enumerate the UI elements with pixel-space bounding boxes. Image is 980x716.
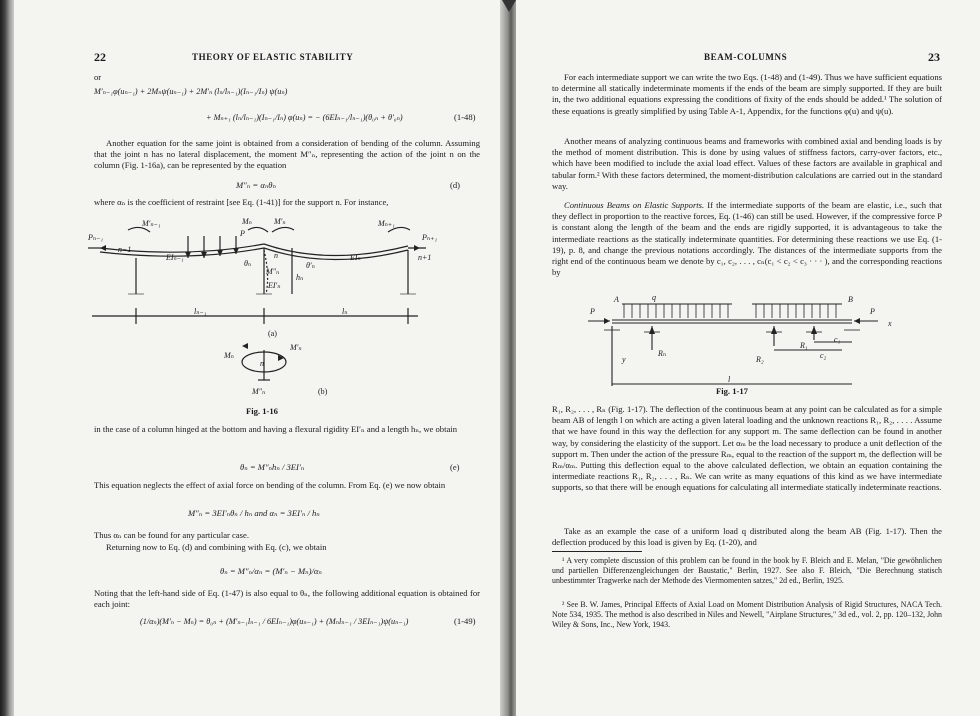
equation-1-49-number: (1-49) [454, 616, 476, 626]
label-l-n: lₙ [342, 307, 348, 316]
paragraph-column-bending: Another equation for the same joint is obtained from a consideration of bending of the column. Assuming that the joint n has no lateral displacement, the moment M″ₙ, representing the action of the joint n on the column (Fig. 1-16a), can be represented by the equation [94, 138, 480, 171]
label-l-n-1: lₙ₋₁ [194, 307, 207, 316]
label-R-n: Rₙ [658, 349, 667, 358]
label-EI-n-1: EIₙ₋₁ [166, 253, 184, 262]
label-b-M-double-prime: M″ₙ [252, 387, 266, 396]
label-h-n: hₙ [296, 273, 304, 282]
equation-d-number: (d) [450, 180, 461, 190]
label-P-right: P [870, 307, 875, 316]
label-c-2: c₂ [820, 351, 827, 360]
paragraph-returning: Returning now to Eq. (d) and combining with Eq. (c), we obtain [106, 542, 327, 552]
running-header-left: THEORY OF ELASTIC STABILITY [192, 52, 354, 62]
paragraph-restraint: where αₙ is the coefficient of restraint [see Eq. (1-41)] for the support n. For instance, [94, 197, 389, 207]
right-page [516, 0, 980, 716]
figure-1-16 [88, 208, 488, 408]
label-theta-prime-n: θ′ₙ [306, 261, 315, 270]
figure-1-17 [552, 290, 942, 400]
equation-1-48-number: (1-48) [454, 112, 476, 122]
page-number-left: 22 [94, 50, 106, 64]
section-heading-elastic-supports: Continuous Beams on Elastic Supports. [564, 200, 705, 210]
figure-1-16-caption: Fig. 1-16 [246, 406, 278, 416]
footnote-rule [552, 551, 642, 552]
label-P: P [240, 229, 245, 238]
label-n+1: n+1 [418, 253, 432, 262]
label-EI-prime-n: EI′ₙ [268, 281, 281, 290]
label-R-1: R₁ [800, 341, 808, 350]
label-b-M-n: Mₙ [224, 351, 234, 360]
label-R-2: R₂ [756, 355, 764, 364]
left-page [14, 0, 504, 716]
equation-1-48-line2: + Mₙ₊₁ (lₙ/lₙ₋₁)(Iₙ₋₁/Iₙ) φ(uₙ) = − (6EIₙ₋₁/lₙ₋₁)(θ₀ₙ + θ′₀ₙ) [206, 113, 403, 122]
footnote-1: ¹ A very complete discussion of this problem can be found in the book by F. Bleich and E. Melan, "Die gewöhnlichen und partiellen Differenzengleichungen der Baustatic," Berlin, 1927. See also F. Bleich, "Die Berechnung statisch unbestimmter Tragwerke nach der Methode des Viermomenten satzes," 2d ed., Berlin, 1925. [552, 556, 942, 586]
label-P-n+1: Pₙ₊₁ [422, 233, 438, 242]
paragraph-uniform-load: Take as an example the case of a uniform load q distributed along the beam AB (Fig. 1-17). Then the deflection produced by this load is given by Eq. (1-20), and [552, 526, 942, 548]
equation-1-49: (1/αₙ)(M′ₙ − Mₙ) = θ₀ₙ + (M′ₙ₋₁lₙ₋₁ / 6EIₙ₋₁)φ(uₙ₋₁) + (Mₙlₙ₋₁ / 3EIₙ₋₁)ψ(uₙ₋₁) [140, 617, 409, 626]
figure-1-17-caption: Fig. 1-17 [716, 386, 748, 396]
equation-d: M″ₙ = αₙθₙ [236, 180, 277, 190]
equation-e-number: (e) [450, 462, 460, 472]
label-B: B [848, 295, 853, 304]
label-M-n-prime: M′ₙ [274, 217, 286, 226]
label-y: y [622, 355, 626, 364]
label-b-n: n [260, 359, 264, 368]
label-M-n+1: Mₙ₊₁ [378, 219, 395, 228]
label-l: l [728, 375, 731, 384]
paragraph-moment-distribution: Another means of analyzing continuous beams and frameworks with combined axial and bending loads is by the method of moment distribution. This is done by using values of stiffness factors, carry-over factors, etc., which have been modified to include the axial load effect. Values of these factors are available in graphical and tabular form.² With these factors determined, the moment-distribution calculations are carried out in the standard way. [552, 136, 942, 191]
label-A: A [614, 295, 619, 304]
paragraph-additional-equation: Noting that the left-hand side of Eq. (1-47) is also equal to θₙ, the following additional equation is obtained for each joint: [94, 588, 480, 610]
footnote-2: ² See B. W. James, Principal Effects of Axial Load on Moment Distribution Analysis of Rigid Structures, NACA Tech. Note 534, 1935. The method is also described in Niles and Newell, "Airplane Structures," 3d ed., vol. 2, pp. 120–132, John Wiley & Sons, Inc., New York, 1943. [552, 600, 942, 630]
page-corner-marker [502, 0, 516, 12]
label-b-M-prime: M′ₙ [290, 343, 302, 352]
paragraph-elastic-supports-text: If the intermediate supports of the beam are elastic, i.e., such that they deflect in proportion to the reactive forces, Eq. (1-46) can still be used. However, if the compressive force P is constant along the length of the beam and the ends are rigidly supported, it is advantageous to take the intermediate reactions as the statically indeterminate quantities. For determining these reactions we use Eq. (1-19), p. 8, and change the previous notations accordingly. The distances of the intermediate supports from the right end of the continuous beam we denote by c₁, c₂, . . . , cₙ(c₁ < c₂ < c₃ · · · ), and the corresponding reactions by [552, 200, 942, 278]
paragraph-hinged-column: in the case of a column hinged at the bottom and having a flexural rigidity EI′ₙ and a length hₙ, we obtain [94, 424, 457, 434]
figure-part-a-label: (a) [268, 329, 277, 338]
paragraph-axial-neglect: This equation neglects the effect of axial force on bending of the column. From Eq. (e) we now obtain [94, 480, 446, 490]
equation-g: θₙ = M″ₙ/αₙ = (M′ₙ − Mₙ)/αₙ [220, 566, 322, 576]
equation-e: θₙ = M″ₙhₙ / 3EI′ₙ [240, 462, 305, 472]
label-P-n-1: Pₙ₋₁ [88, 233, 104, 242]
label-q: q [652, 293, 656, 302]
label-x: x [888, 319, 892, 328]
figure-part-b-label: (b) [318, 387, 328, 396]
label-EI-n: EIₙ [350, 253, 361, 262]
paragraph-elastic-supports [552, 200, 942, 278]
label-M-double-prime: M″ₙ [266, 267, 280, 276]
paragraph-reactions: R₁, R₂, . . . , Rₙ (Fig. 1-17). The deflection of the continuous beam at any point can be calculated as for a simple beam AB of length l on which are acting a given lateral loading and the unknown reactions R₁, R₂, . . . . Assume that we have found in this way the deflection for any support m. The same deflection can be found in another way, by considering the elasticity of the support. Let αₘ be the load necessary to produce a unit deflection of the support m. Then under the action of the pressure Rₘ, equal to the reaction of the support m, the deflection will be Rₘ/αₘ. Putting this deflection equal to the above calculated deflection, we obtain an equation containing the intermediate reactions R₁, R₂, . . . , Rₙ. We can write as many equations of this kind as we have intermediate supports, so that there will be enough equations for calculating all intermediate statically indeterminate reactions. [552, 404, 942, 493]
running-header-right: BEAM-COLUMNS [704, 52, 788, 62]
equation-f: M″ₙ = 3EI′ₙθₙ / hₙ and αₙ = 3EI′ₙ / hₙ [188, 508, 320, 518]
label-P-left: P [590, 307, 595, 316]
label-theta-n: θₙ [244, 259, 252, 268]
paragraph-intermediate-support: For each intermediate support we can write the two Eqs. (1-48) and (1-49). Thus we have sufficient equations to determine all statically indeterminate moments if the ends of the beam are simply supported. If they are built in, the two additional equations expressing the conditions of fixity of the ends should be added.¹ The solution of these equations is greatly simplified by using Table A-1, Appendix, for the functions φ(u) and ψ(u). [552, 72, 942, 116]
paragraph-alpha-found: Thus αₙ can be found for any particular case. [94, 530, 249, 540]
label-c-1: c₁ [834, 335, 841, 344]
page-number-right: 23 [928, 50, 940, 64]
label-n: n [274, 251, 278, 260]
label-n-1: n−1 [118, 245, 132, 254]
equation-1-48-line1: M′ₙ₋₁φ(uₙ₋₁) + 2Mₙψ(uₙ₋₁) + 2M′ₙ (lₙ/lₙ₋₁)(Iₙ₋₁/Iₙ) ψ(uₙ) [94, 87, 288, 96]
label-M-n: Mₙ [242, 217, 252, 226]
label-M-n-1: M′ₙ₋₁ [142, 219, 161, 228]
or-label: or [94, 72, 102, 82]
